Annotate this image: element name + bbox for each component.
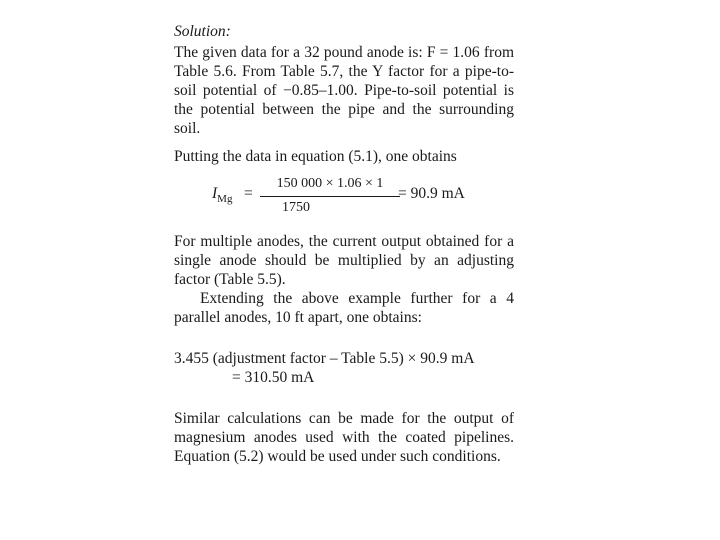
paragraph-multiple-anodes: For multiple anodes, the current output obtained for a single anode should be multiplied by an adjusting factor (Table 5.5).	[174, 233, 514, 288]
equation-lhs: $I_{Mg}$	[212, 185, 233, 206]
equation-equals-sign: =	[244, 185, 253, 202]
fraction-bar	[260, 196, 400, 197]
equation-denominator: 1750	[282, 200, 310, 215]
paragraph-extending-example: Extending the above example further for a 4 parallel anodes, 10 ft apart, one obtains:	[174, 290, 514, 326]
document-page	[174, 22, 514, 466]
equation-numerator: 150 000 × 1.06 × 1	[276, 176, 384, 191]
paragraph-given-data: The given data for a 32 pound anode is: F = 1.06 from Table 5.6. From Table 5.7, the Y factor for a pipe-to-soil potential of −0.85–1.00. Pipe-to-soil potential is the potential between the pipe and the surrounding soil.	[174, 44, 514, 137]
calculation-line-1: 3.455 (adjustment factor – Table 5.5) × 90.9 mA	[174, 350, 475, 367]
paragraph-equation-intro: Putting the data in equation (5.1), one obtains	[174, 148, 457, 165]
calculation-line-2: = 310.50 mA	[232, 369, 315, 386]
equation-lhs-subscript: Mg	[217, 193, 233, 206]
paragraph-similar-calculations: Similar calculations can be made for the output of magnesium anodes used with the coated pipelines. Equation (5.2) would be used under such conditions.	[174, 410, 514, 465]
solution-heading: Solution:	[174, 23, 231, 40]
equation-current-output	[174, 174, 514, 218]
equation-result: = 90.9 mA	[398, 185, 465, 202]
